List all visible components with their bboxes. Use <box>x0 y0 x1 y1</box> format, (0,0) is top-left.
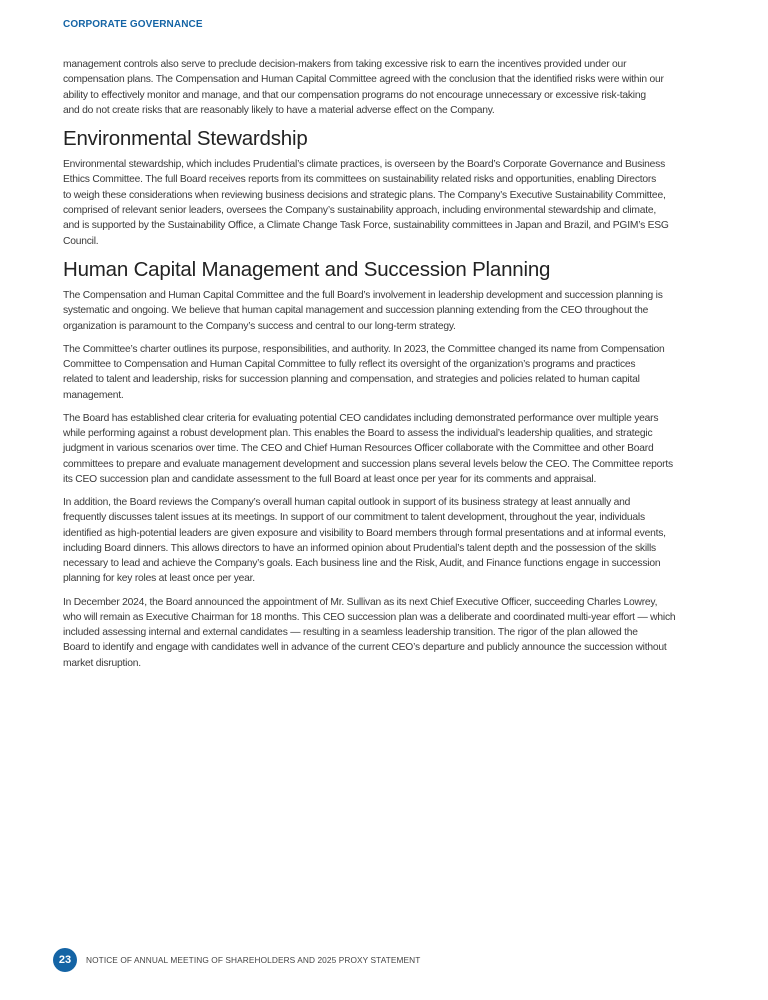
text-line: market disruption. <box>63 657 141 669</box>
text-line: Ethics Committee. The full Board receives reports from its committees on sustainability related risks and opportunities, enabling Directors <box>63 174 657 186</box>
text-line: while performing against a robust development plan. This enables the Board to assess the individual’s leadership qualities, and strategic <box>63 427 653 439</box>
text-line: Environmental stewardship, which includes Prudential’s climate practices, is overseen by the Board’s Corporate Governance and Business <box>63 159 666 171</box>
text-line: who will remain as Executive Chairman for 18 months. This CEO succession plan was a deliberate and coordinated multi-year effort — which <box>63 611 676 623</box>
text-line: planning for key roles at least once per year. <box>63 573 255 585</box>
text-line: management. <box>63 389 124 401</box>
footer-title: NOTICE OF ANNUAL MEETING OF SHAREHOLDERS AND 2025 PROXY STATEMENT <box>86 955 421 965</box>
text-line: The Committee’s charter outlines its purpose, responsibilities, and authority. In 2023, the Committee changed its name from Compensation <box>63 343 665 355</box>
text-line: and do not create risks that are reasonably likely to have a material adverse effect on the Company. <box>63 104 495 116</box>
text-line: management controls also serve to preclude decision-makers from taking excessive risk to earn the incentives provided under our <box>63 59 627 70</box>
heading-environmental-stewardship: Environmental Stewardship <box>63 127 308 151</box>
text-line: Board to identify and engage with candidates well in advance of the current CEO’s departure and publicly announce the succession without <box>63 642 667 654</box>
text-line: related to talent and leadership, risks for succession planning and compensation, and strategies and policies related to human capital <box>63 374 640 386</box>
text-line: its CEO succession plan and candidate assessment to the full Board at least once per year for its comments and appraisal. <box>63 473 597 485</box>
text-line: Council. <box>63 235 99 247</box>
section-label: CORPORATE GOVERNANCE <box>63 19 203 30</box>
text-line: necessary to lead and achieve the Company’s goals. Each business line and the Risk, Audit, and Finance functions engage in succession <box>63 558 661 570</box>
text-line: In addition, the Board reviews the Company’s overall human capital outlook in support of its business strategy at least annually and <box>63 496 631 508</box>
text-line: organization is paramount to the Company’s success and central to our long-term strategy. <box>63 320 456 332</box>
page-number-badge: 23 <box>53 948 77 972</box>
text-line: and is supported by the Sustainability Office, a Climate Change Task Force, sustainability committees in Japan and Brazil, and PGIM’s ESG <box>63 220 669 232</box>
text-line: judgment in various scenarios over time. The CEO and Chief Human Resources Officer collaborate with the Committee and other Board <box>63 443 654 455</box>
text-line: included assessing internal and external candidates — resulting in a seamless leadership transition. The rigor of the plan allowed the <box>63 627 638 639</box>
text-line: to weigh these considerations when reviewing business decisions and strategic plans. The Company’s Executive Sustainability Committee, <box>63 189 666 201</box>
hcm-paragraph <box>63 595 713 671</box>
text-line: frequently discusses talent issues at its meetings. In support of our commitment to talent development, throughout the year, individuals <box>63 512 645 524</box>
hcm-paragraph <box>63 342 713 403</box>
text-line: committees to prepare and evaluate management development and succession plans several levels below the CEO. The Committee reports <box>63 458 673 470</box>
page-content <box>63 57 713 679</box>
environmental-paragraph <box>63 157 713 249</box>
text-line: systematic and ongoing. We believe that human capital management and succession planning extending from the CEO throughout the <box>63 305 649 317</box>
heading-human-capital: Human Capital Management and Succession Planning <box>63 257 551 281</box>
text-line: comprised of relevant senior leaders, oversees the Company’s sustainability approach, including environmental stewardship and climate, <box>63 205 657 217</box>
text-line: including Board dinners. This allows directors to have an informed opinion about Prudential’s talent depth and the possession of the skills <box>63 542 656 554</box>
text-line: The Compensation and Human Capital Committee and the full Board’s involvement in leadership development and succession planning is <box>63 289 663 301</box>
intro-paragraph <box>63 57 713 118</box>
text-line: In December 2024, the Board announced the appointment of Mr. Sullivan as its next Chief Executive Officer, succeeding Charles Lowrey, <box>63 596 658 608</box>
text-line: compensation plans. The Compensation and Human Capital Committee agreed with the conclusion that the identified risks were within our <box>63 74 664 86</box>
text-line: ability to effectively monitor and manage, and that our compensation programs do not encourage unnecessary or excessive risk-taking <box>63 89 646 101</box>
text-line: identified as high-potential leaders are given exposure and visibility to Board members through formal presentations and at informal events, <box>63 527 666 539</box>
hcm-paragraph <box>63 288 713 334</box>
page-footer <box>53 948 420 972</box>
hcm-paragraph <box>63 411 713 487</box>
hcm-paragraph <box>63 495 713 587</box>
text-line: Committee to Compensation and Human Capital Committee to fully reflect its oversight of the organization’s programs and practices <box>63 358 636 370</box>
text-line: The Board has established clear criteria for evaluating potential CEO candidates including demonstrated performance over multiple years <box>63 412 659 424</box>
